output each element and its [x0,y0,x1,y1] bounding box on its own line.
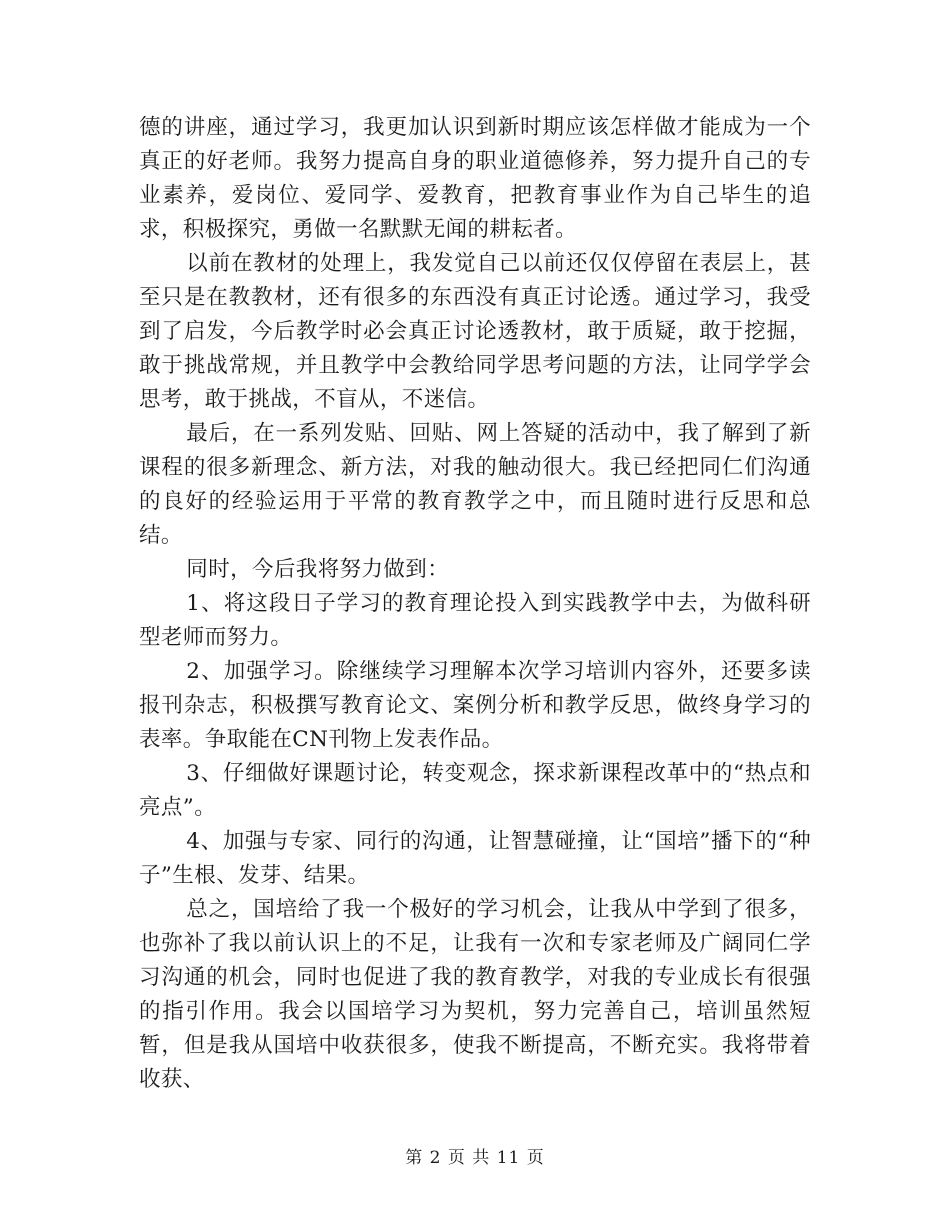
list-item: 2、加强学习。除继续学习理解本次学习培训内容外，还要多读报刊杂志，积极撰写教育论文、案例分析和教学反思，做终身学习的表率。争取能在CN刊物上发表作品。 [139,659,811,752]
list-item: 3、仔细做好课题讨论，转变观念，探求新课程改革中的“热点和亮点”。 [139,761,811,820]
paragraph: 总之，国培给了我一个极好的学习机会，让我从中学到了很多，也弥补了我以前认识上的不足，让我有一次和专家老师及广阔同仁学习沟通的机会，同时也促进了我的教育教学，对我的专业成长有很强的指引作用。我会以国培学习为契机，努力完善自己，培训虽然短暂，但是我从国培中收获很多，使我不断提高，不断充实。我将带着收获、 [139,897,811,1092]
paragraph-continuation: 德的讲座，通过学习，我更加认识到新时期应该怎样做才能成为一个真正的好老师。我努力提高自身的职业道德修养，努力提升自己的专业素养，爱岗位、爱同学、爱教育，把教育事业作为自己毕生的追求，积极探究，勇做一名默默无闻的耕耘者。 [139,115,811,242]
paragraph: 最后，在一系列发贴、回贴、网上答疑的活动中，我了解到了新课程的很多新理念、新方法，对我的触动很大。我已经把同仁们沟通的良好的经验运用于平常的教育教学之中，而且随时进行反思和总结。 [139,421,811,548]
paragraph: 以前在教材的处理上，我发觉自己以前还仅仅停留在表层上，甚至只是在教教材，还有很多的东西没有真正讨论透。通过学习，我受到了启发，今后教学时必会真正讨论透教材，敢于质疑，敢于挖掘，敢于挑战常规，并且教学中会教给同学思考问题的方法，让同学学会思考，敢于挑战，不盲从，不迷信。 [139,251,811,412]
list-item: 1、将这段日子学习的教育理论投入到实践教学中去，为做科研型老师而努力。 [139,591,811,650]
document-body [139,111,811,1097]
paragraph: 同时，今后我将努力做到： [186,557,450,582]
page-number-footer: 第 2 页 共 11 页 [405,1148,545,1168]
list-item: 4、加强与专家、同行的沟通，让智慧碰撞，让“国培”播下的“种子”生根、发芽、结果。 [139,829,811,888]
